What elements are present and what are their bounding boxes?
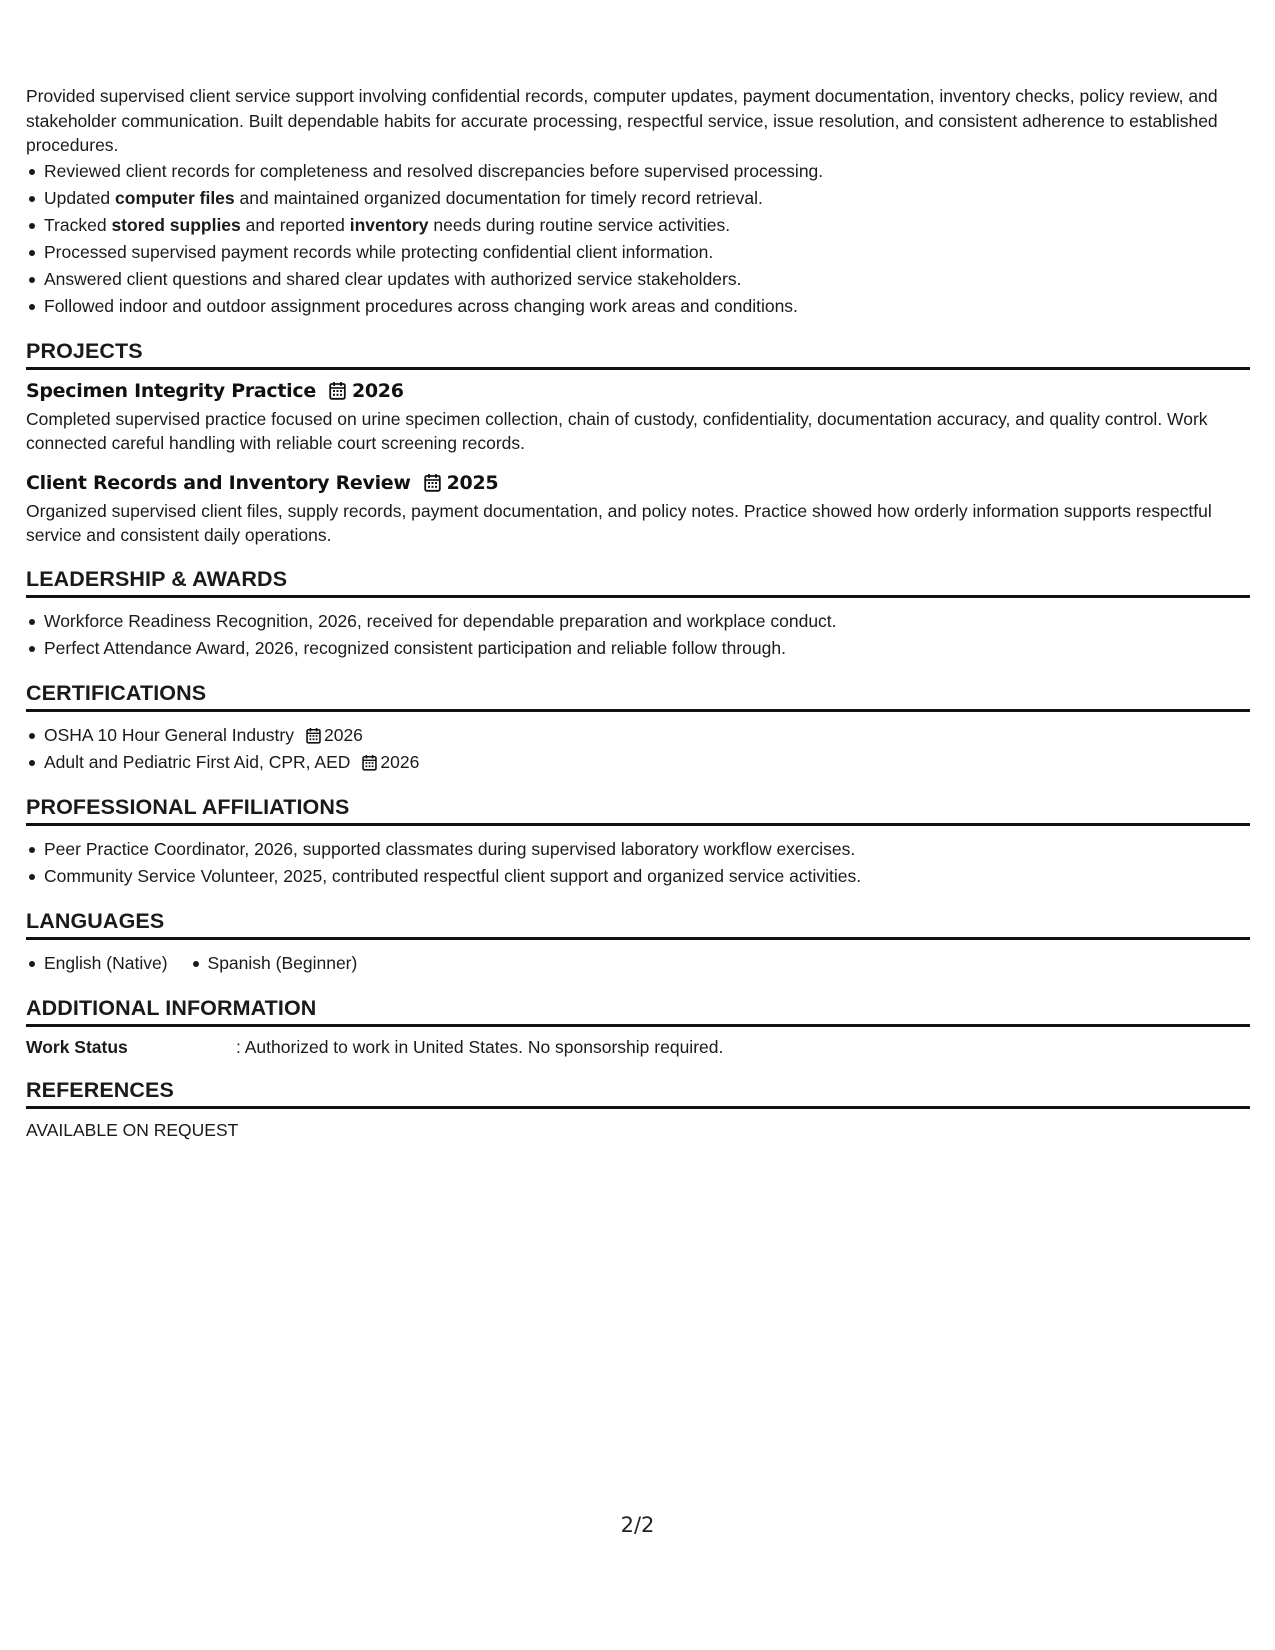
leadership-section (26, 565, 1250, 662)
section-title: PROFESSIONAL AFFILIATIONS (26, 793, 1250, 826)
certification-name: OSHA 10 Hour General Industry (44, 724, 294, 745)
certification-name: Adult and Pediatric First Aid, CPR, AED (44, 751, 351, 772)
calendar-icon (424, 473, 441, 492)
affiliations-section (26, 793, 1250, 890)
calendar-icon (329, 381, 346, 400)
list-item: Answered client questions and shared clear updates with authorized service stakeholders. (26, 266, 1250, 293)
calendar-icon (362, 754, 377, 771)
list-item (26, 722, 1250, 749)
list-item: Reviewed client records for completeness and resolved discrepancies before supervised processing. (26, 158, 1250, 185)
list-item: Followed indoor and outdoor assignment procedures across changing work areas and conditions. (26, 293, 1250, 320)
list-item: Spanish (Beginner) (190, 950, 358, 977)
work-status-label: Work Status (26, 1036, 128, 1057)
list-item (26, 749, 1250, 776)
language-list (26, 950, 1250, 977)
work-status-value: : Authorized to work in United States. No sponsorship required. (236, 1036, 724, 1057)
projects-section (26, 337, 1250, 548)
project-year: 2026 (351, 379, 404, 402)
project-description: Organized supervised client files, supply records, payment documentation, and policy notes. Practice showed how orderly information supports respectful service and consistent daily operations. (26, 500, 1212, 545)
section-title: LEADERSHIP & AWARDS (26, 565, 1250, 598)
affiliation-list (26, 836, 1250, 890)
list-item: Processed supervised payment records while protecting confidential client information. (26, 239, 1250, 266)
calendar-icon (306, 727, 321, 744)
project-item (26, 470, 1250, 548)
list-item: Perfect Attendance Award, 2026, recognized consistent participation and reliable follow through. (26, 635, 1250, 662)
award-list (26, 608, 1250, 662)
section-title: REFERENCES (26, 1076, 1250, 1109)
list-item: Workforce Readiness Recognition, 2026, received for dependable preparation and workplace conduct. (26, 608, 1250, 635)
references-text: AVAILABLE ON REQUEST (26, 1119, 239, 1140)
experience-summary: Provided supervised client service support involving confidential records, computer updates, payment documentation, inventory checks, policy review, and stakeholder communication. Built dependable habits for accurate processing, respectful service, issue resolution, and consistent adherence to established procedures. (26, 86, 1218, 155)
list-item: Tracked stored supplies and reported inventory needs during routine service activities. (26, 212, 1250, 239)
project-item (26, 378, 1250, 456)
work-status-row (26, 1035, 1250, 1059)
additional-info-section (26, 994, 1250, 1059)
section-title: LANGUAGES (26, 907, 1250, 940)
certification-year: 2026 (380, 751, 420, 772)
project-name: Client Records and Inventory Review (26, 471, 411, 494)
list-item: Peer Practice Coordinator, 2026, supported classmates during supervised laboratory workflow exercises. (26, 836, 1250, 863)
certification-year: 2026 (323, 724, 363, 745)
references-section (26, 1076, 1250, 1143)
section-title: PROJECTS (26, 337, 1250, 370)
resume-page (26, 84, 1250, 1142)
certifications-section (26, 679, 1250, 776)
project-description: Completed supervised practice focused on urine specimen collection, chain of custody, confidentiality, documentation accuracy, and quality control. Work connected careful handling with reliable court screening records. (26, 408, 1208, 453)
project-name: Specimen Integrity Practice (26, 379, 316, 402)
certification-list (26, 722, 1250, 776)
section-title: ADDITIONAL INFORMATION (26, 994, 1250, 1027)
section-title: CERTIFICATIONS (26, 679, 1250, 712)
list-item: Community Service Volunteer, 2025, contributed respectful client support and organized service activities. (26, 863, 1250, 890)
experience-continuation (26, 84, 1250, 320)
list-item: Updated computer files and maintained organized documentation for timely record retrieval. (26, 185, 1250, 212)
project-year: 2025 (446, 471, 499, 494)
page-number: 2/2 (620, 1513, 655, 1537)
list-item: English (Native) (26, 950, 168, 977)
experience-bullets (26, 158, 1250, 320)
languages-section (26, 907, 1250, 977)
